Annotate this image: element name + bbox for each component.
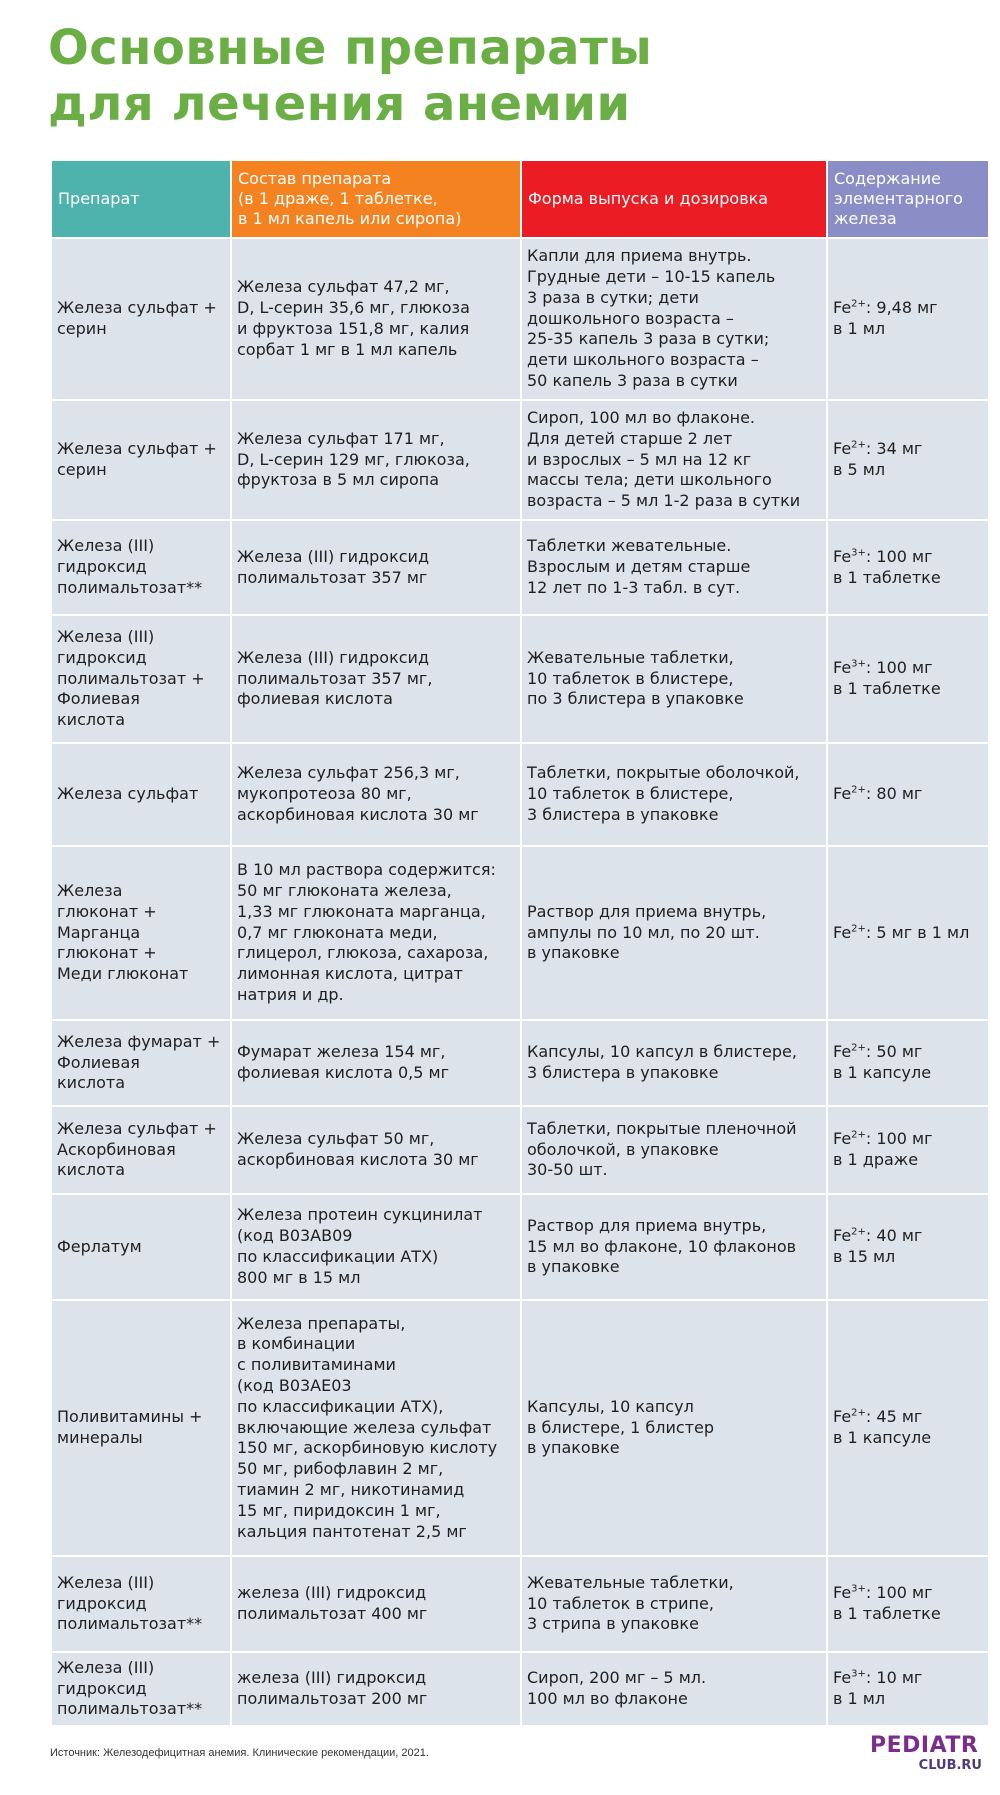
cell-iron: $Fe^{2+}$: 9,48 мг в 1 мл bbox=[828, 239, 988, 399]
cell-composition: железа (III) гидроксид полимальтозат 400 мг bbox=[232, 1557, 520, 1651]
cell-form: Капсулы, 10 капсул в блистере, 1 блистер в упаковке bbox=[522, 1301, 826, 1555]
cell-iron: $Fe^{3+}$: 10 мг в 1 мл bbox=[828, 1653, 988, 1725]
table-row bbox=[52, 847, 988, 1019]
cell-form: Жевательные таблетки, 10 таблеток в блистере, по 3 блистера в упаковке bbox=[522, 616, 826, 742]
cell-form: Капли для приема внутрь. Грудные дети – 10-15 капель 3 раза в сутки; дети дошкольного возраста – 25-35 капель 3 раза в сутки; дети школьного возраста – 50 капель 3 раза в сутки bbox=[522, 239, 826, 399]
table-row bbox=[52, 1557, 988, 1651]
cell-form: Таблетки жевательные. Взрослым и детям старше 12 лет по 1-3 табл. в сут. bbox=[522, 521, 826, 614]
cell-iron: $Fe^{2+}$: 45 мг в 1 капсуле bbox=[828, 1301, 988, 1555]
cell-form: Раствор для приема внутрь, 15 мл во флаконе, 10 флаконов в упаковке bbox=[522, 1195, 826, 1299]
cell-iron: $Fe^{2+}$: 40 мг в 15 мл bbox=[828, 1195, 988, 1299]
table-row bbox=[52, 1653, 988, 1725]
cell-form: Таблетки, покрытые оболочкой, 10 таблеток в блистере, 3 блистера в упаковке bbox=[522, 744, 826, 845]
cell-form: Таблетки, покрытые пленочной оболочкой, в упаковке 30-50 шт. bbox=[522, 1107, 826, 1193]
table-row bbox=[52, 1301, 988, 1555]
cell-iron: $Fe^{3+}$: 100 мг в 1 таблетке bbox=[828, 521, 988, 614]
header-drug: Препарат bbox=[52, 161, 230, 237]
cell-composition: Железа сульфат 47,2 мг, D, L-серин 35,6 мг, глюкоза и фруктоза 151,8 мг, калия сорбат 1 мг в 1 мл капель bbox=[232, 239, 520, 399]
table-row bbox=[52, 401, 988, 519]
cell-drug: Ферлатум bbox=[52, 1195, 230, 1299]
cell-composition: Железа (III) гидроксид полимальтозат 357 мг, фолиевая кислота bbox=[232, 616, 520, 742]
cell-drug: Железа (III) гидроксид полимальтозат** bbox=[52, 1557, 230, 1651]
cell-composition: Железа протеин сукцинилат (код B03AB09 по классификации АТХ) 800 мг в 15 мл bbox=[232, 1195, 520, 1299]
cell-composition: железа (III) гидроксид полимальтозат 200 мг bbox=[232, 1653, 520, 1725]
cell-drug: Железа (III) гидроксид полимальтозат + Фолиевая кислота bbox=[52, 616, 230, 742]
header-composition: Состав препарата (в 1 драже, 1 таблетке, в 1 мл капель или сиропа) bbox=[232, 161, 520, 237]
cell-composition: Железа сульфат 171 мг, D, L-серин 129 мг, глюкоза, фруктоза в 5 мл сиропа bbox=[232, 401, 520, 519]
table-row bbox=[52, 1195, 988, 1299]
page-title-line-2: для лечения анемии bbox=[48, 76, 631, 132]
table-row bbox=[52, 744, 988, 845]
logo-text-main: PEDIATR bbox=[870, 1733, 979, 1758]
cell-drug: Поливитамины + минералы bbox=[52, 1301, 230, 1555]
cell-form: Сироп, 100 мл во флаконе. Для детей старше 2 лет и взрослых – 5 мл на 12 кг массы тела; дети школьного возраста – 5 мл 1-2 раза в сутки bbox=[522, 401, 826, 519]
cell-drug: Железа сульфат + серин bbox=[52, 239, 230, 399]
page-title-line-1: Основные препараты bbox=[48, 20, 653, 76]
table-row bbox=[52, 616, 988, 742]
cell-iron: $Fe^{3+}$: 100 мг в 1 таблетке bbox=[828, 1557, 988, 1651]
cell-drug: Железа глюконат + Марганца глюконат + Меди глюконат bbox=[52, 847, 230, 1019]
drugs-table bbox=[50, 159, 990, 1727]
cell-composition: В 10 мл раствора содержится: 50 мг глюконата железа, 1,33 мг глюконата марганца, 0,7 мг глюконата меди, глицерол, глюкоза, сахароза, лимонная кислота, цитрат натрия и др. bbox=[232, 847, 520, 1019]
cell-iron: $Fe^{2+}$: 80 мг bbox=[828, 744, 988, 845]
logo-text-domain: CLUB.RU bbox=[918, 1758, 982, 1773]
cell-iron: $Fe^{2+}$: 5 мг в 1 мл bbox=[828, 847, 988, 1019]
cell-composition: Железа сульфат 256,3 мг, мукопротеоза 80 мг, аскорбиновая кислота 30 мг bbox=[232, 744, 520, 845]
cell-iron: $Fe^{2+}$: 50 мг в 1 капсуле bbox=[828, 1021, 988, 1105]
header-iron-content: Содержание элементарного железа bbox=[828, 161, 988, 237]
cell-form: Раствор для приема внутрь, ампулы по 10 мл, по 20 шт. в упаковке bbox=[522, 847, 826, 1019]
cell-drug: Железа сульфат bbox=[52, 744, 230, 845]
cell-drug: Железа сульфат + Аскорбиновая кислота bbox=[52, 1107, 230, 1193]
table-body bbox=[52, 239, 988, 1725]
cell-composition: Железа препараты, в комбинации с поливитаминами (код B03AE03 по классификации АТХ), включающие железа сульфат 150 мг, аскорбиновую кислоту 50 мг, рибофлавин 2 мг, тиамин 2 мг, никотинамид 15 мг, пиридоксин 1 мг, кальция пантотенат 2,5 мг bbox=[232, 1301, 520, 1555]
cell-form: Жевательные таблетки, 10 таблеток в стрипе, 3 стрипа в упаковке bbox=[522, 1557, 826, 1651]
cell-drug: Железа (III) гидроксид полимальтозат** bbox=[52, 1653, 230, 1725]
source-note: Источник: Железодефицитная анемия. Клинические рекомендации, 2021. bbox=[50, 1747, 429, 1759]
cell-drug: Железа сульфат + серин bbox=[52, 401, 230, 519]
table-row bbox=[52, 239, 988, 399]
table-row bbox=[52, 1107, 988, 1193]
cell-composition: Фумарат железа 154 мг, фолиевая кислота 0,5 мг bbox=[232, 1021, 520, 1105]
table-header-row bbox=[52, 161, 988, 237]
cell-iron: $Fe^{2+}$: 34 мг в 5 мл bbox=[828, 401, 988, 519]
pediatr-club-logo[interactable] bbox=[870, 1734, 990, 1784]
page-title bbox=[48, 20, 652, 132]
cell-form: Сироп, 200 мг – 5 мл. 100 мл во флаконе bbox=[522, 1653, 826, 1725]
header-form-dosage: Форма выпуска и дозировка bbox=[522, 161, 826, 237]
table-row bbox=[52, 1021, 988, 1105]
cell-drug: Железа фумарат + Фолиевая кислота bbox=[52, 1021, 230, 1105]
cell-form: Капсулы, 10 капсул в блистере, 3 блистера в упаковке bbox=[522, 1021, 826, 1105]
cell-iron: $Fe^{2+}$: 100 мг в 1 драже bbox=[828, 1107, 988, 1193]
cell-iron: $Fe^{3+}$: 100 мг в 1 таблетке bbox=[828, 616, 988, 742]
cell-drug: Железа (III) гидроксид полимальтозат** bbox=[52, 521, 230, 614]
cell-composition: Железа (III) гидроксид полимальтозат 357 мг bbox=[232, 521, 520, 614]
cell-composition: Железа сульфат 50 мг, аскорбиновая кислота 30 мг bbox=[232, 1107, 520, 1193]
table-row bbox=[52, 521, 988, 614]
